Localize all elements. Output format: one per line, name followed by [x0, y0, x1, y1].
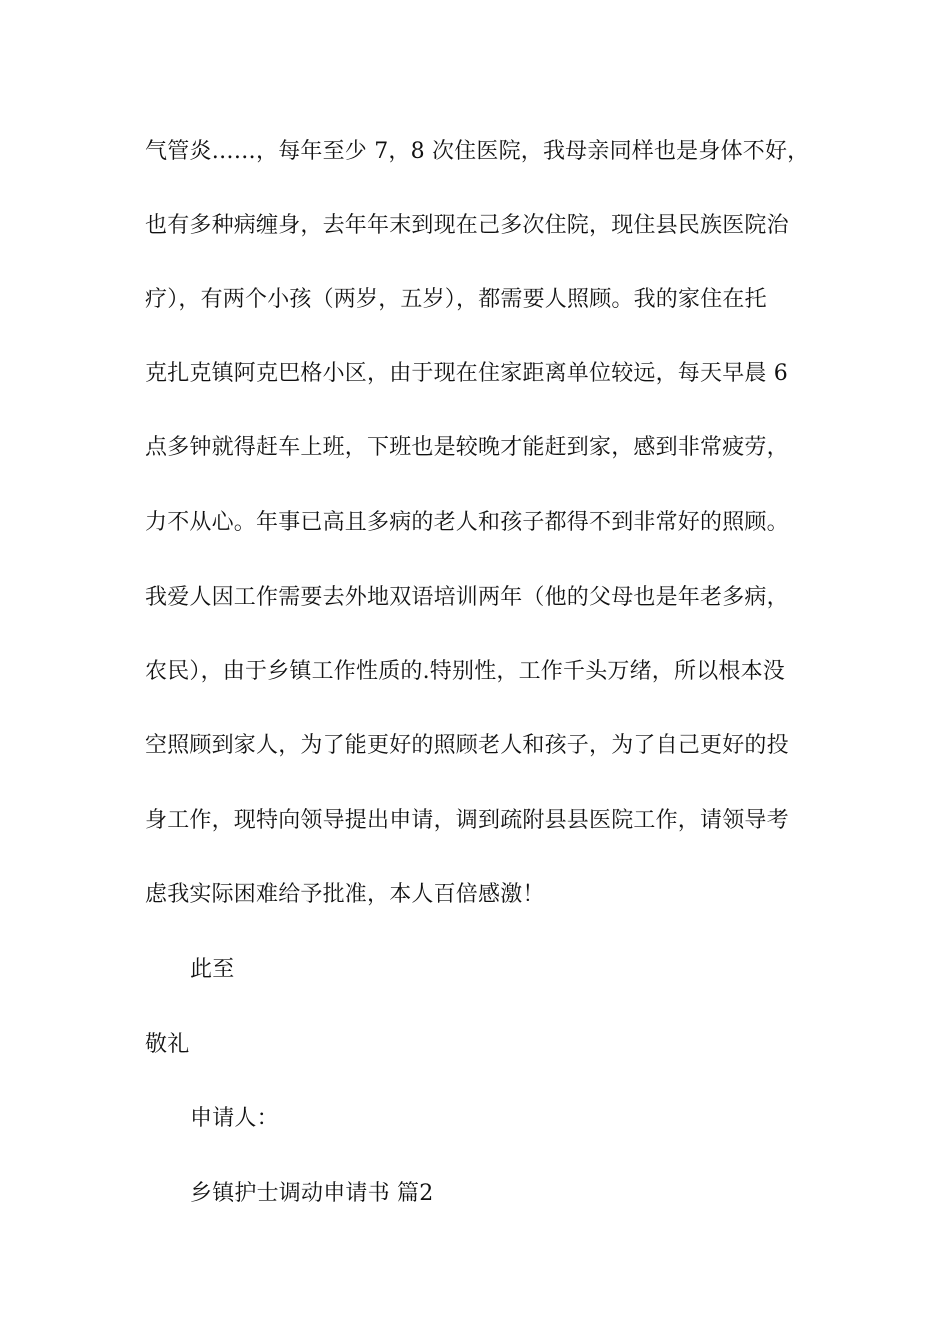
body-line-4: 克扎克镇阿克巴格小区，由于现在住家距离单位较远，每天早晨 6	[145, 361, 788, 386]
applicant-label: 申请人：	[190, 1106, 279, 1131]
closing-greeting: 此至	[190, 957, 235, 982]
body-line-5: 点多钟就得赶车上班，下班也是较晚才能赶到家，感到非常疲劳，	[145, 435, 789, 460]
closing-salute: 敬礼	[145, 1032, 190, 1057]
body-line-9: 空照顾到家人，为了能更好的照顾老人和孩子，为了自己更好的投	[145, 733, 789, 758]
body-line-11: 虑我实际困难给予批准，本人百倍感激！	[145, 882, 545, 907]
next-section-title: 乡镇护士调动申请书 篇2	[190, 1181, 434, 1206]
body-line-2: 也有多种病缠身，去年年末到现在己多次住院，现住县民族医院治	[145, 213, 789, 238]
body-line-1: 气管炎……，每年至少 7，8 次住医院，我母亲同样也是身体不好，	[145, 139, 810, 164]
body-line-10: 身工作，现特向领导提出申请，调到疏附县县医院工作，请领导考	[145, 808, 789, 833]
body-line-7: 我爱人因工作需要去外地双语培训两年（他的父母也是年老多病，	[145, 585, 789, 610]
body-line-8: 农民），由于乡镇工作性质的.特别性，工作千头万绪，所以根本没	[145, 659, 785, 684]
body-line-6: 力不从心。年事已高且多病的老人和孩子都得不到非常好的照顾。	[145, 510, 789, 535]
body-line-3: 疗），有两个小孩（两岁，五岁），都需要人照顾。我的家住在托	[145, 287, 767, 312]
